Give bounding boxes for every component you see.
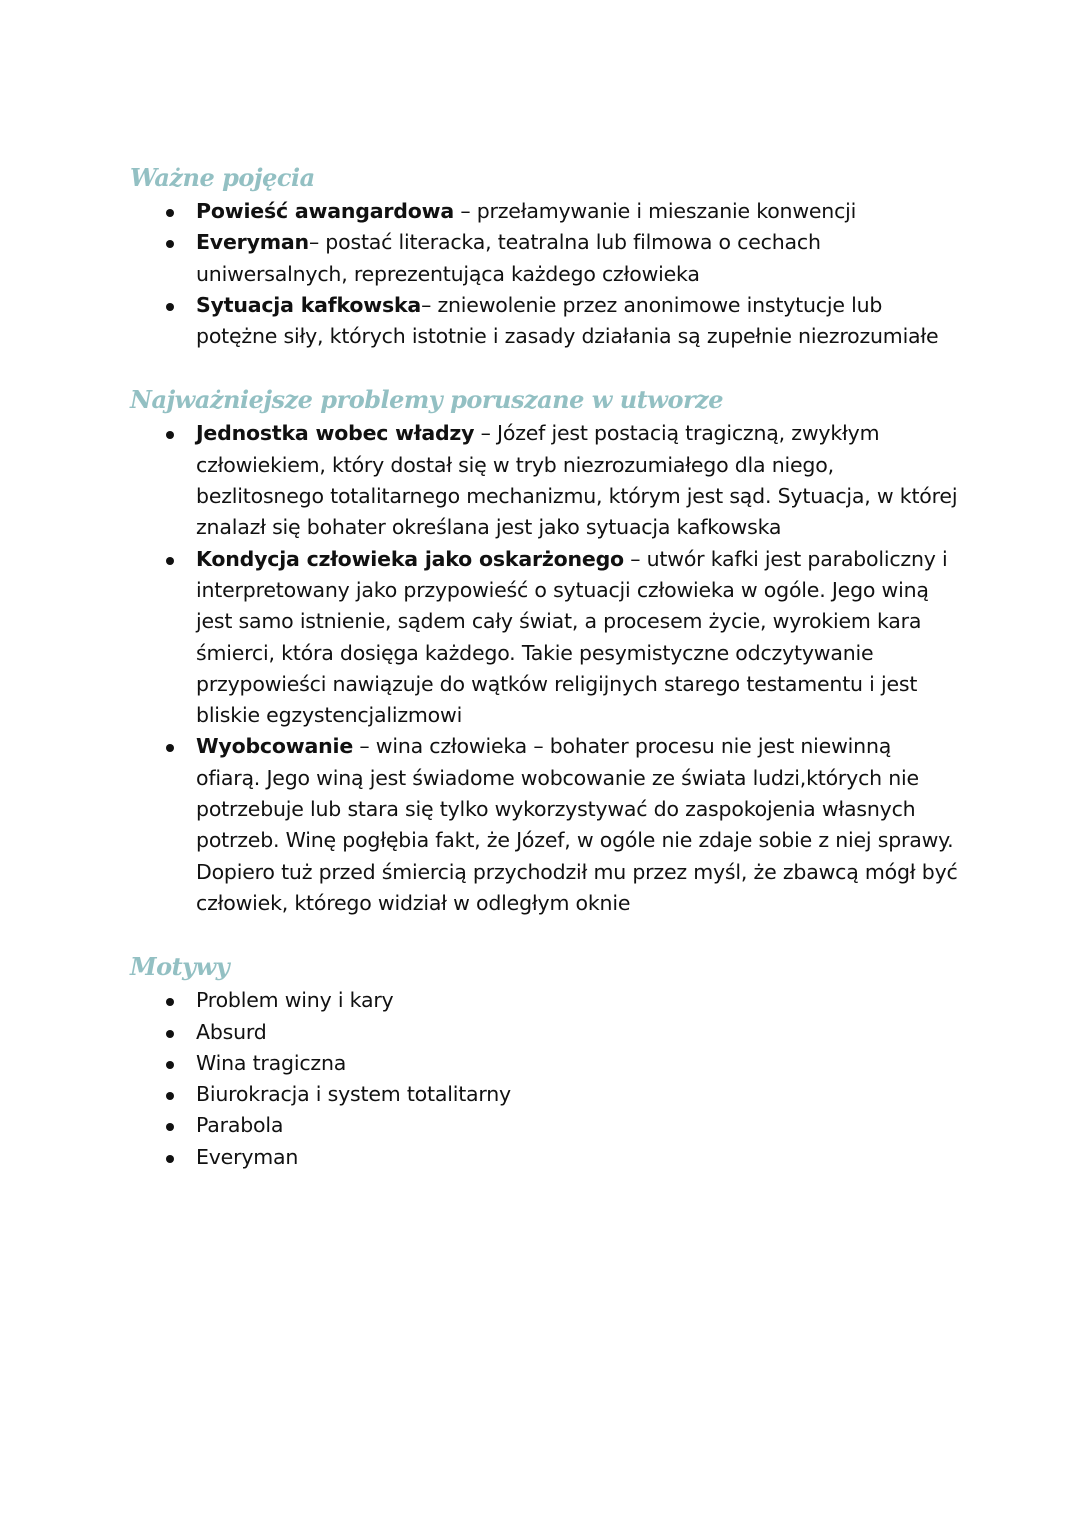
bullet-icon (166, 1123, 174, 1131)
bullet-list (130, 196, 960, 352)
bullet-icon (166, 1092, 174, 1100)
definition: – wina człowieka – bohater procesu nie jest niewinną ofiarą. Jego winą jest świadome wobcowanie ze świata ludzi,których nie potrzebuje lub stara się tylko wykorzystywać do zaspokojenia własnych potrzeb. Winę pogłębia fakt, że Józef, w ogóle nie zdaje sobie z niej sprawy. Dopiero tuż przed śmiercią przychodził mu przez myśl, że zbawcą mógł być człowiek, którego widział w odległym oknie (196, 734, 958, 915)
bullet-icon (166, 1155, 174, 1163)
definition: – zniewolenie przez anonimowe instytucje lub potężne siły, których istotnie i zasady działania są zupełnie niezrozumiałe (196, 292, 939, 349)
definition: – przełamywanie i mieszanie konwencji (454, 199, 857, 223)
bullet-icon (166, 1030, 174, 1038)
definition: – utwór kafki jest paraboliczny i interpretowany jako przypowieść o sytuacji człowieka w ogóle. Jego winą jest samo istnienie, sądem cały świat, a procesem życie, wyrokiem kara śmierci, która dosięga każdego. Takie pesymistyczne odczytywanie przypowieści nawiązuje do wątków religijnych starego testamentu i jest bliskie egzystencjalizmowi (196, 546, 948, 728)
bullet-icon (166, 431, 174, 439)
bullet-icon (166, 744, 174, 752)
list-item (130, 1048, 960, 1079)
section-heading: Motywy (130, 952, 230, 982)
bullet-icon (166, 303, 174, 311)
section-spacer (130, 352, 960, 382)
bullet-list (130, 985, 960, 1173)
document-page (130, 160, 960, 1173)
list-item (130, 1079, 960, 1110)
section-important-terms (130, 160, 960, 352)
list-item (130, 290, 960, 353)
section-motifs (130, 949, 960, 1173)
list-item (130, 731, 960, 919)
term: Jednostka wobec władzy (196, 421, 475, 446)
term: Everyman (196, 230, 309, 255)
motif-text: Problem winy i kary (196, 988, 394, 1013)
bullet-icon (166, 240, 174, 248)
definition: – Józef jest postacią tragiczną, zwykłym człowiekiem, który dostał się w tryb niezrozumiałego dla niego, bezlitosnego totalitarnego mechanizmu, którym jest sąd. Sytuacja, w której znalazł się bohater określana jest jako sytuacja kafkowska (196, 421, 958, 540)
list-item (130, 196, 960, 227)
motif-text: Biurokracja i system totalitarny (196, 1082, 511, 1107)
motif-text: Parabola (196, 1113, 284, 1138)
list-item (130, 1017, 960, 1048)
definition: – postać literacka, teatralna lub filmowa o cechach uniwersalnych, reprezentująca każdego człowieka (196, 230, 821, 286)
bullet-icon (166, 209, 174, 217)
term: Powieść awangardowa (196, 199, 455, 223)
term: Wyobcowanie (196, 734, 354, 759)
section-main-problems (130, 382, 960, 919)
motif-text: Everyman (196, 1144, 299, 1169)
section-heading: Najważniejsze problemy poruszane w utworze (130, 385, 724, 415)
section-spacer (130, 919, 960, 949)
bullet-icon (166, 557, 174, 565)
term: Sytuacja kafkowska (196, 292, 422, 317)
bullet-icon (166, 1061, 174, 1069)
bullet-icon (166, 998, 174, 1006)
list-item (130, 227, 960, 290)
motif-text: Wina tragiczna (196, 1050, 347, 1075)
bullet-list (130, 418, 960, 919)
section-heading: Ważne pojęcia (130, 163, 315, 192)
list-item (130, 544, 960, 732)
term: Kondycja człowieka jako oskarżonego (196, 546, 624, 571)
list-item (130, 1110, 960, 1141)
list-item (130, 1142, 960, 1173)
list-item (130, 418, 960, 543)
list-item (130, 985, 960, 1016)
motif-text: Absurd (196, 1019, 267, 1044)
